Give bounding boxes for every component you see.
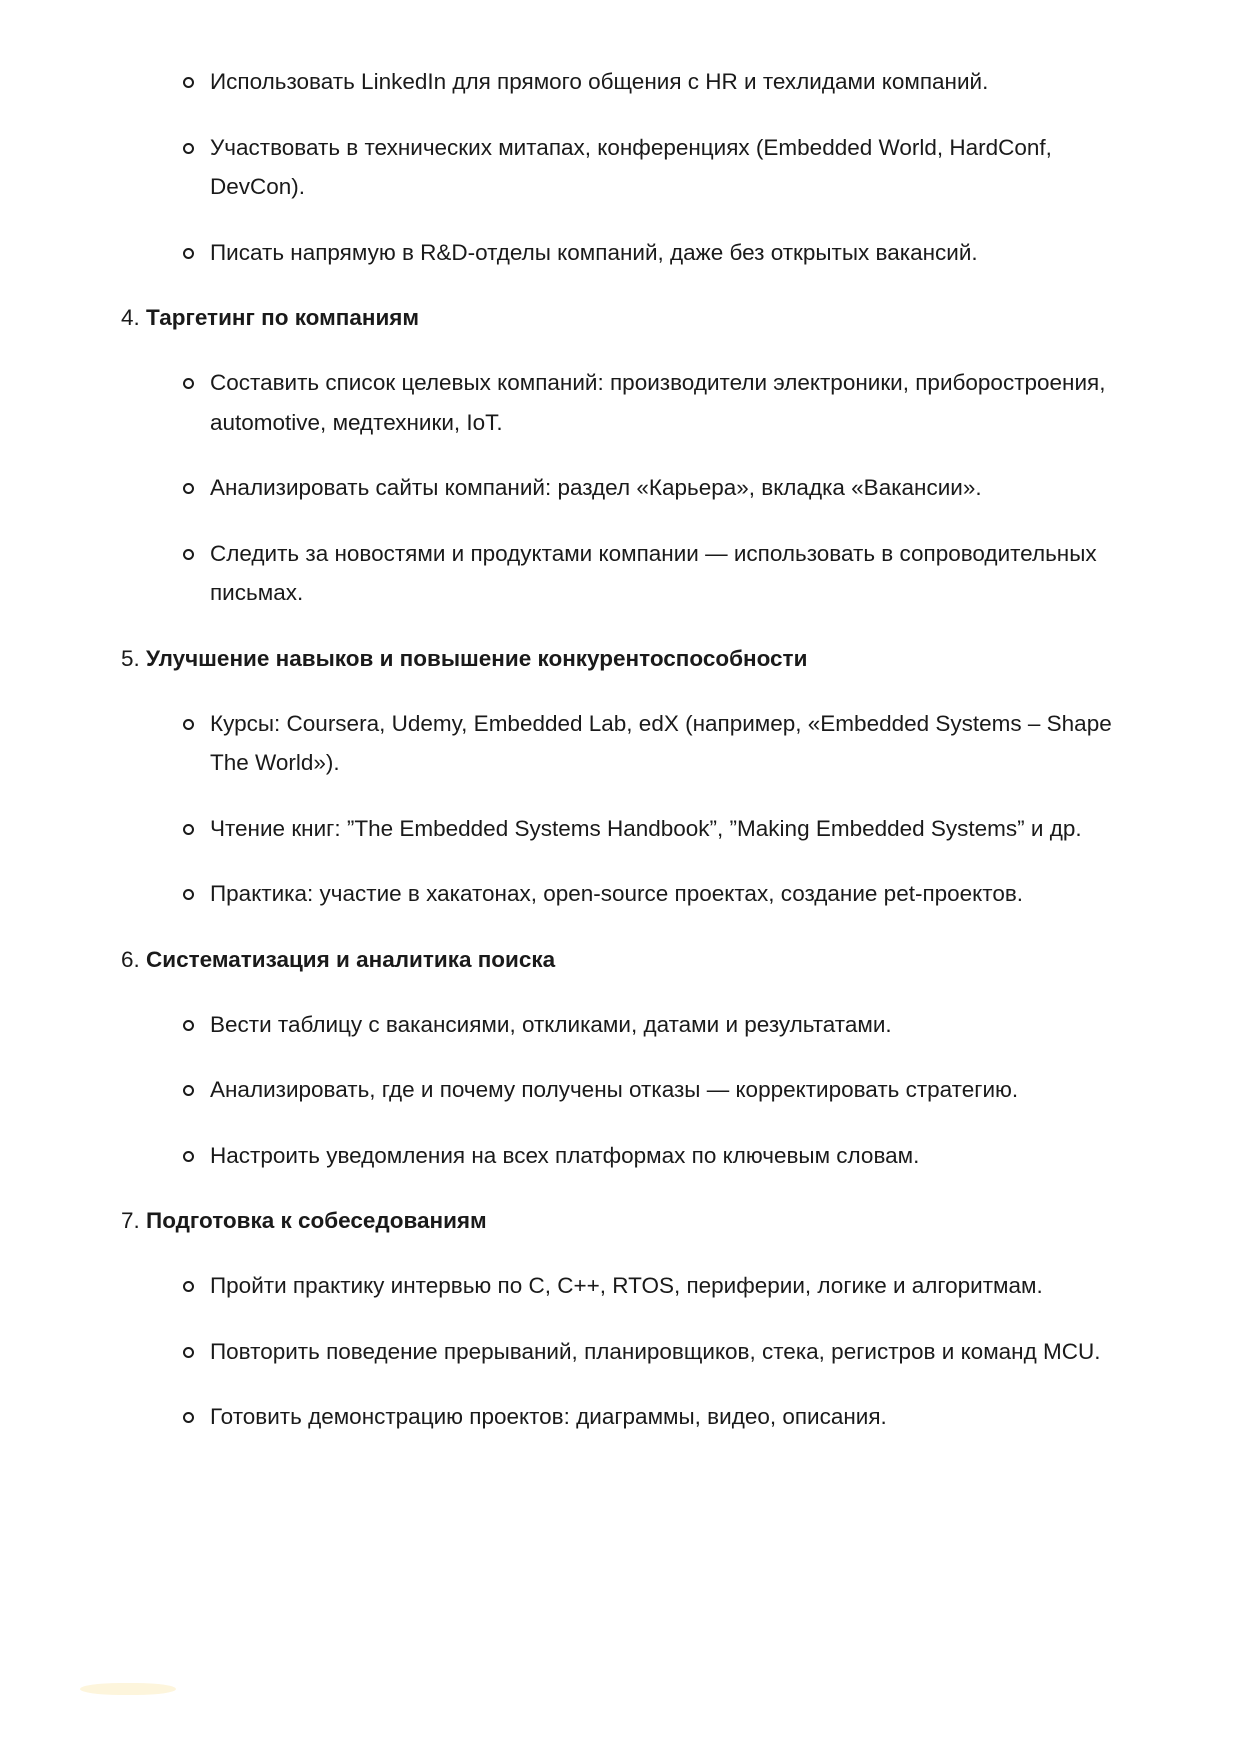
section: [121, 62, 1141, 272]
circle-bullet-icon: [183, 1085, 194, 1096]
bullet-list: [121, 363, 1141, 613]
list-item: [121, 1136, 1141, 1176]
circle-bullet-icon: [183, 719, 194, 730]
list-item: [121, 874, 1141, 914]
list-item-text: Писать напрямую в R&D-отделы компаний, даже без открытых вакансий.: [210, 239, 978, 265]
section: [121, 639, 1141, 914]
list-item: [121, 62, 1141, 102]
list-item-text: Составить список целевых компаний: производители электроники, приборостроения, automotive, медтехники, IoT.: [210, 370, 1106, 435]
section: [121, 1201, 1141, 1437]
section-title: Подготовка к собеседованиям: [146, 1208, 487, 1233]
section: [121, 298, 1141, 613]
list-item: [121, 534, 1141, 613]
list-item-text: Вести таблицу с вакансиями, откликами, датами и результатами.: [210, 1011, 892, 1037]
bullet-list: [121, 1266, 1141, 1437]
bullet-list: [121, 1005, 1141, 1176]
list-item-text: Практика: участие в хакатонах, open-source проектах, создание pet-проектов.: [210, 881, 1024, 906]
list-item: [121, 233, 1141, 273]
section-number: 7.: [121, 1208, 140, 1233]
list-item-text: Повторить поведение прерываний, планировщиков, стека, регистров и команд MCU.: [210, 1338, 1101, 1364]
section-number: 6.: [121, 946, 140, 972]
document-body: [121, 62, 1141, 1463]
section-number: 4.: [121, 305, 140, 330]
list-item-text: Курсы: Coursera, Udemy, Embedded Lab, edX (например, «Embedded Systems – Shape The World»).: [210, 710, 1112, 775]
section: [121, 940, 1141, 1176]
list-item-text: Использовать LinkedIn для прямого общения с HR и техлидами компаний.: [210, 69, 989, 94]
section-title: Систематизация и аналитика поиска: [146, 946, 556, 972]
circle-bullet-icon: [183, 1347, 194, 1358]
section-title: Таргетинг по компаниям: [146, 305, 420, 330]
circle-bullet-icon: [183, 824, 194, 835]
list-item: [121, 1397, 1141, 1437]
bullet-list: [121, 704, 1141, 914]
section-number: 5.: [121, 645, 140, 671]
circle-bullet-icon: [183, 248, 194, 259]
circle-bullet-icon: [183, 889, 194, 900]
list-item-text: Анализировать сайты компаний: раздел «Карьера», вкладка «Вакансии».: [210, 475, 982, 500]
list-item: [121, 809, 1141, 849]
list-item: [121, 128, 1141, 207]
circle-bullet-icon: [183, 1151, 194, 1162]
circle-bullet-icon: [183, 1281, 194, 1292]
list-item: [121, 1332, 1141, 1372]
section-title: Улучшение навыков и повышение конкурентоспособности: [146, 645, 808, 671]
list-item: [121, 468, 1141, 508]
list-item-text: Пройти практику интервью по C, C++, RTOS, периферии, логике и алгоритмам.: [210, 1273, 1043, 1298]
section-heading: [121, 639, 1141, 679]
list-item-text: Анализировать, где и почему получены отказы — корректировать стратегию.: [210, 1077, 1019, 1102]
list-item: [121, 1266, 1141, 1306]
list-item-text: Готовить демонстрацию проектов: диаграммы, видео, описания.: [210, 1404, 887, 1429]
list-item-text: Участвовать в технических митапах, конференциях (Embedded World, HardConf, DevCon).: [210, 134, 1052, 199]
circle-bullet-icon: [183, 1412, 194, 1423]
list-item: [121, 1005, 1141, 1045]
circle-bullet-icon: [183, 1020, 194, 1031]
section-heading: [121, 1201, 1141, 1241]
circle-bullet-icon: [183, 549, 194, 560]
section-heading: [121, 298, 1141, 338]
circle-bullet-icon: [183, 143, 194, 154]
list-item-text: Чтение книг: ”The Embedded Systems Handbook”, ”Making Embedded Systems” и др.: [210, 815, 1082, 841]
section-heading: [121, 940, 1141, 980]
list-item: [121, 363, 1141, 442]
list-item: [121, 1070, 1141, 1110]
circle-bullet-icon: [183, 378, 194, 389]
highlight-smudge: [80, 1683, 176, 1695]
bullet-list: [121, 62, 1141, 272]
circle-bullet-icon: [183, 483, 194, 494]
list-item-text: Следить за новостями и продуктами компании — использовать в сопроводительных письмах.: [210, 540, 1097, 605]
circle-bullet-icon: [183, 77, 194, 88]
list-item-text: Настроить уведомления на всех платформах по ключевым словам.: [210, 1142, 920, 1168]
list-item: [121, 704, 1141, 783]
